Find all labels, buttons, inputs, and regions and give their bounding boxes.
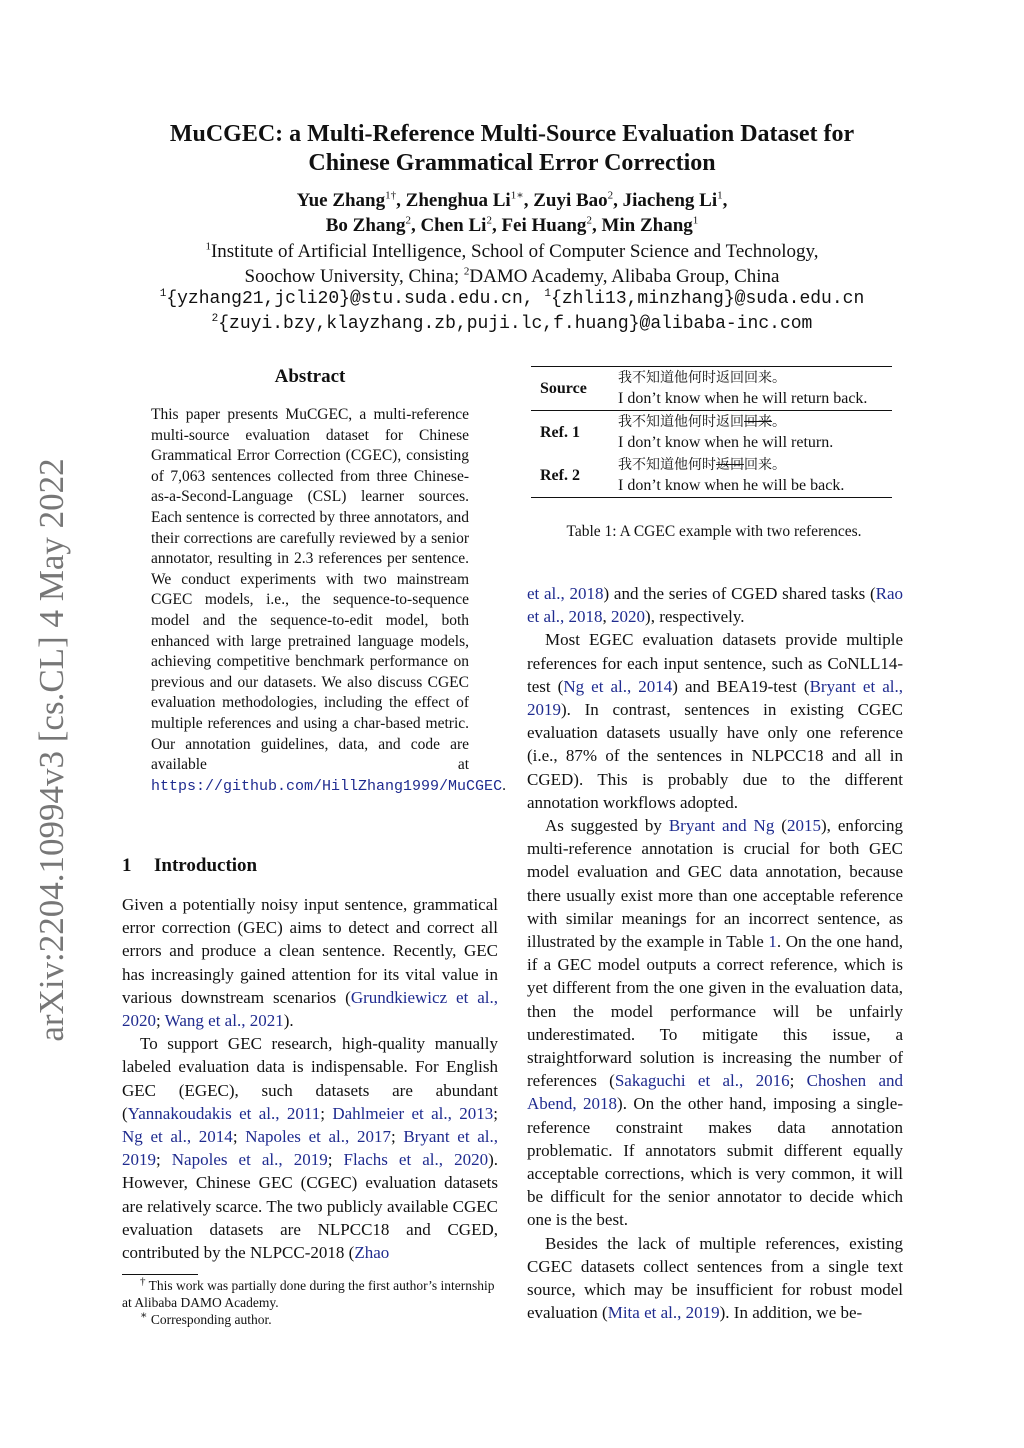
arxiv-sidebar xyxy=(30,450,70,1050)
arxiv-identifier: arXiv:2204.10994v3 [cs.CL] 4 May 2022 xyxy=(32,458,71,1042)
citation-link[interactable]: Sakaguchi et al., 2016 xyxy=(614,1071,790,1091)
affil-mark: 2 xyxy=(463,265,470,278)
github-link[interactable]: https://github.com/HillZhang1999/MuCGEC xyxy=(151,777,503,795)
paragraph: As suggested by Bryant and Ng (2015), enforcing multi-reference annotation is crucial for both GEC model evaluation and GEC data annotation, because there usually exist more than one acceptable reference with similar meanings for an incorrect sentence, as illustrated by the example in Table 1. On the one hand, if a GEC model outputs a correct reference, which is yet different from the one given in the evaluation data, then the model performance will be unfairly underestimated. To mitigate this issue, a straightforward solution is increasing the number of references (Sakaguchi et al., 2016; Choshen and Abend, 2018). On the other hand, imposing a single-reference constraint makes data annotation problematic. If annotators submit different equally acceptable corrections, which is very common, it will be difficult for the senior annotator to decide which one is the best. xyxy=(527,816,903,1230)
section-title: Introduction xyxy=(154,855,258,876)
chinese-sentence: 我不知道他何时返回回来。 xyxy=(618,370,786,386)
table-row xyxy=(531,454,892,498)
section-heading xyxy=(122,855,257,877)
author-affil-mark: 2 xyxy=(607,189,614,202)
citation-link[interactable]: Mita et al., 2019 xyxy=(607,1303,720,1323)
citation-link[interactable]: 2020 xyxy=(611,607,646,627)
author-list: Yue Zhang$^{1\dagger}$, Zhenghua $Li^{1∗}$, Zuyi Bao$^2$, Jiacheng Li$^1$, Bo Zhang$^2$, Chen Li$^2$, Fei Huang$^2$, Min Zhang$^1$ xyxy=(296,189,728,236)
email-mark: 2 xyxy=(211,313,219,325)
paragraph: Besides the lack of multiple references, existing CGEC datasets collect sentences from a single text source, which may be insufficient for robust model evaluation (Mita et al., 2019). In addition, we be- xyxy=(527,1233,903,1323)
row-label: Ref. 2 xyxy=(540,466,580,484)
paper-title xyxy=(0,120,1024,178)
table-caption: Table 1: A CGEC example with two references. xyxy=(566,523,862,540)
title-line-2: Chinese Grammatical Error Correction xyxy=(308,150,716,176)
citation-link[interactable]: Napoles et al., 2019 xyxy=(171,1150,328,1170)
author-affil-mark: 2 xyxy=(586,214,592,227)
abstract-body xyxy=(151,405,506,797)
citation-link[interactable]: Bryant and Ng xyxy=(668,816,775,836)
english-gloss: I don’t know when he will be back. xyxy=(618,477,845,494)
affil-mark: 1 xyxy=(205,240,211,253)
email-mark: 1 xyxy=(159,288,167,300)
author-name: Jiacheng Li xyxy=(622,190,718,211)
row-label: Source xyxy=(531,367,618,411)
abstract-end: . xyxy=(502,776,506,794)
citation-link[interactable]: Bryant et al., 2019 xyxy=(527,676,903,720)
citation-link[interactable]: Flachs et al., 2020 xyxy=(343,1150,489,1170)
citation-link[interactable]: Ng et al., 2014 xyxy=(563,676,673,696)
author-name: Yue Zhang xyxy=(296,190,386,211)
paragraph: To support GEC research, high-quality manually labeled evaluation data is indispensable. For English GEC (EGEC), such datasets are abundant (Yannakoudakis et al., 2011; Dahlmeier et al., 2013; Ng et al., 2014; Napoles et al., 2017; Bryant et al., 2019; Napoles et al., 2019; Flachs et al., 2020). However, Chinese GEC (CGEC) evaluation datasets are relatively scarce. The two publicly available CGEC evaluation datasets are NLPCC18 and CGED, contributed by the NLPCC-2018 (Zhao xyxy=(122,1034,498,1263)
affil-line-2a: Soochow University, China; xyxy=(244,266,464,287)
deleted-chars: 回来 xyxy=(744,414,772,430)
english-gloss: I don’t know when he will return. xyxy=(618,434,834,451)
abstract-heading: Abstract xyxy=(274,366,346,387)
example-table xyxy=(531,366,892,498)
citation-link[interactable]: 2015 xyxy=(786,816,821,836)
paragraph: Given a potentially noisy input sentence, grammatical error correction (GEC) aims to detect and correct all errors and produce a clean sentence. Recently, GEC has increasingly gained attention for its vital value in various downstream scenarios (Grundkiewicz et al., 2020; Wang et al., 2021). xyxy=(122,895,498,1031)
paragraph: et al., 2018) and the series of CGED shared tasks (Rao et al., 2018, 2020), respectively. xyxy=(527,584,903,627)
author-name: Bo Zhang xyxy=(325,215,406,236)
left-column xyxy=(122,893,498,1264)
citation-link[interactable]: Zhao xyxy=(354,1243,390,1263)
paragraph: Most EGEC evaluation datasets provide multiple references for each input sentence, such as CoNLL14-test (Ng et al., 2014) and BEA19-test (Bryant et al., 2019). In contrast, sentences in existing CGEC evaluation datasets usually have only one reference (i.e., 87% of the sentences in NLPCC18 and all in CGED). This is probably due to the different annotation workflows adopted. xyxy=(527,630,903,812)
row-label: Ref. 1 xyxy=(540,423,580,441)
abstract-text: This paper presents MuCGEC, a multi-reference multi-source evaluation dataset for Chinese Grammatical Error Correction (CGEC), consisting of 7,063 sentences collected from three Chinese-as-a-Second-Language (CSL) learner sources. Each sentence is corrected by three annotators, and their corrections are carefully reviewed by a senior annotator, resulting in 2.3 references per sentence. We conduct experiments with two mainstream CGEC models, i.e., the sequence-to-sequence model and the sequence-to-edit model, both enhanced with large pretrained language models, achieving competitive benchmark performance on previous and our datasets. We also discuss CGEC evaluation methodologies, including the effect of multiple references and using a char-based metric. Our annotation guidelines, data, and code are available at xyxy=(151,406,469,774)
email-list xyxy=(0,287,1024,337)
author-name: Zuyi Bao xyxy=(533,190,608,211)
author-affil-mark: 1 xyxy=(717,189,723,202)
citation-link[interactable]: Napoles et al., 2017 xyxy=(245,1127,391,1147)
citation-link[interactable]: Wang et al., 2021 xyxy=(164,1011,284,1031)
affiliations xyxy=(0,239,1024,289)
citation-link[interactable]: Ng et al., 2014 xyxy=(122,1127,233,1147)
citation-link[interactable]: Dahlmeier et al., 2013 xyxy=(332,1103,494,1123)
english-gloss: I don’t know when he will return back. xyxy=(618,390,868,407)
author-affil-mark: 1 xyxy=(692,214,699,227)
table-row xyxy=(531,411,892,455)
footnote-rule xyxy=(122,1274,198,1275)
footnote: † This work was partially done during the first author’s internship at Alibaba DAMO Academy. xyxy=(122,1275,495,1310)
section-number: 1 xyxy=(122,855,132,876)
chinese-sentence: 我不知道他何时返回回来。 xyxy=(618,414,786,430)
title-line-1: MuCGEC: a Multi-Reference Multi-Source Evaluation Dataset for xyxy=(169,121,855,147)
deleted-chars: 返回 xyxy=(716,457,744,473)
affil-line-2b: DAMO Academy, Alibaba Group, China xyxy=(469,266,780,287)
author-affil-mark: 1∗ xyxy=(510,189,524,202)
citation-link[interactable]: Choshen and Abend, 2018 xyxy=(527,1071,903,1114)
author-affil-mark: 1† xyxy=(385,189,397,202)
author-name: Chen Li xyxy=(420,215,487,236)
email-mark: 1 xyxy=(544,288,552,300)
author-name: Min Zhang xyxy=(601,215,693,236)
author-name: Zhenghua Li xyxy=(405,190,511,211)
footnotes xyxy=(122,1277,498,1328)
citation-link[interactable]: Bryant et al., 2019 xyxy=(122,1127,498,1170)
citation-link[interactable]: Yannakoudakis et al., 2011 xyxy=(127,1103,321,1123)
citation-link[interactable]: Grundkiewicz et al., 2020 xyxy=(122,987,498,1031)
table-ref-link[interactable]: 1 xyxy=(768,932,777,952)
author-affil-mark: 2 xyxy=(405,214,411,227)
table-row xyxy=(531,367,892,411)
chinese-sentence: 我不知道他何时返回回来。 xyxy=(618,457,786,473)
author-affil-mark: 2 xyxy=(486,214,492,227)
affil-line-1: Institute of Artificial Intelligence, School of Computer Science and Technology, xyxy=(210,241,819,262)
footnote: ∗ Corresponding author. xyxy=(140,1309,272,1327)
email-group-2: {zhli13,minzhang}@suda.edu.cn xyxy=(551,289,865,309)
email-group-3: {zuyi.bzy,klayzhang.zb,puji.lc,f.huang}@alibaba-inc.com xyxy=(218,314,813,334)
right-column xyxy=(527,582,903,1325)
email-group-1: {yzhang21,jcli20}@stu.suda.edu.cn, xyxy=(166,289,534,309)
citation-link[interactable]: et al., 2018 xyxy=(527,584,604,603)
author-name: Fei Huang xyxy=(501,215,587,236)
citation-link[interactable]: Rao et al., 2018 xyxy=(527,584,903,627)
